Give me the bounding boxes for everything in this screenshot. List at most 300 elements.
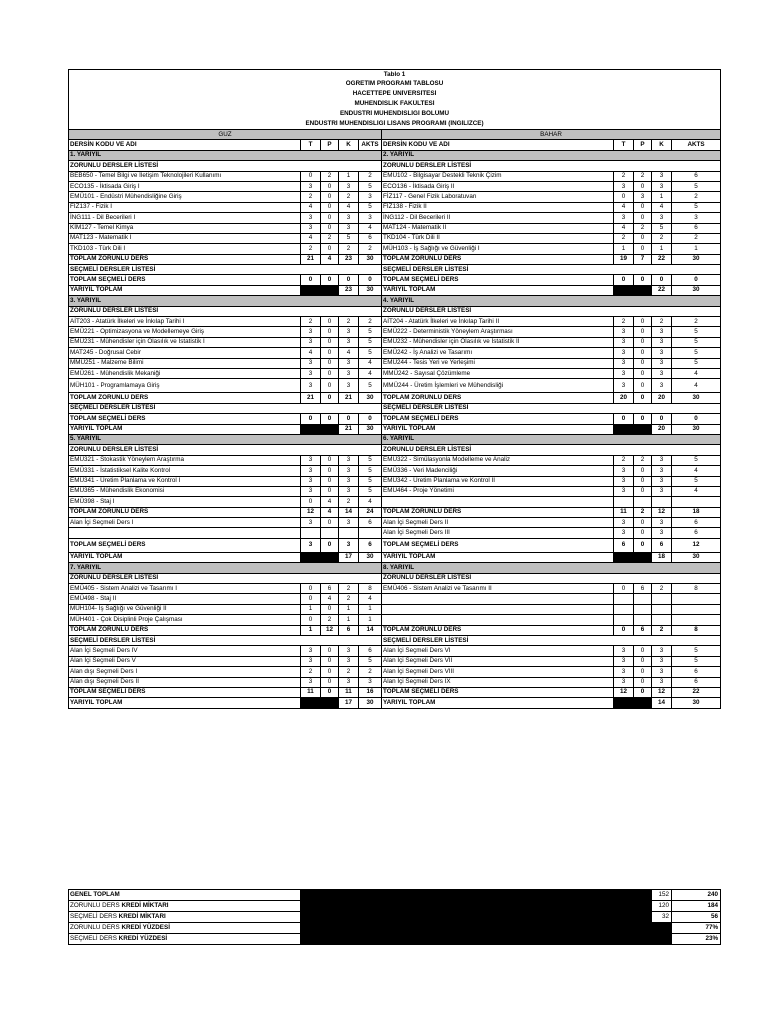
doc-title-line: ENDÜSTRİ MÜHENDİSLİĞİ LİSANS PROGRAMI (İNGİLİZCE)	[69, 120, 721, 130]
spring-t-value: 2	[614, 171, 634, 181]
spring-t-value: 0	[614, 414, 634, 424]
spring-akts-value: 5	[672, 181, 721, 191]
spring-t-value: 3	[614, 646, 634, 656]
summary-label-prefix: SEÇMELİ DERS	[70, 934, 119, 942]
total-row	[69, 625, 721, 635]
summary-label-prefix: ZORUNLU DERS	[70, 923, 122, 931]
fall-akts-value: 5	[359, 348, 382, 358]
spring-akts-value: 5	[672, 337, 721, 347]
list-row	[69, 573, 721, 583]
spring-t-value: 3	[614, 379, 634, 393]
doc-title-line: Tablo 1	[69, 70, 721, 80]
summary-label-emphasis: KREDİ YÜZDESİ	[118, 934, 168, 942]
fall-course-name: YARIYIL TOPLAM	[69, 552, 301, 562]
spring-p-value: 0	[634, 414, 652, 424]
spring-p-value	[634, 594, 652, 604]
spring-p-value	[634, 552, 652, 562]
fall-course-name: MÜH101 - Programlamaya Giriş	[69, 379, 301, 393]
fall-k-value: 23	[339, 285, 359, 295]
course-row	[69, 518, 721, 528]
fall-akts-value: 0	[359, 414, 382, 424]
fall-k-value: 2	[339, 192, 359, 202]
fall-akts-value: 4	[359, 497, 382, 507]
spring-k-value: 20	[652, 424, 672, 434]
fall-course-name: TOPLAM ZORUNLU DERS	[69, 393, 301, 403]
summary-filler	[301, 934, 652, 945]
spring-k-value: 20	[652, 393, 672, 403]
spring-t-value	[614, 615, 634, 625]
spring-t-value: 3	[614, 337, 634, 347]
spring-t-value: 3	[614, 368, 634, 378]
spring-akts-value: 5	[672, 455, 721, 465]
fall-p-value: 0	[321, 337, 339, 347]
spring-course-name: EMÜ336 - Veri Madenciliği	[382, 466, 614, 476]
spring-p-value: 0	[634, 646, 652, 656]
fall-akts-value: 1	[359, 604, 382, 614]
fall-p-value: 6	[321, 584, 339, 594]
fall-k-value: 14	[339, 507, 359, 517]
list-label-fall: ZORUNLU DERSLER LİSTESİ	[69, 306, 382, 316]
fall-t-value	[301, 424, 321, 434]
header-line-row	[69, 120, 721, 130]
list-label-fall: ZORUNLU DERSLER LİSTESİ	[69, 445, 382, 455]
fall-course-name: YARIYIL TOPLAM	[69, 424, 301, 434]
summary-row	[69, 912, 721, 923]
fall-t-value: 21	[301, 254, 321, 264]
spring-course-name: TOPLAM ZORUNLU DERS	[382, 254, 614, 264]
fall-t-value: 3	[301, 538, 321, 552]
fall-akts-value: 5	[359, 379, 382, 393]
fall-course-name: EMÜ365 - Mühendislik Ekonomisi	[69, 486, 301, 496]
spring-course-name: YARIYIL TOPLAM	[382, 552, 614, 562]
fall-akts-value: 30	[359, 698, 382, 708]
fall-akts-value: 4	[359, 368, 382, 378]
fall-course-name: ECO135 - İktisada Giriş I	[69, 181, 301, 191]
course-row	[69, 455, 721, 465]
fall-course-name: TOPLAM SEÇMELİ DERS	[69, 414, 301, 424]
spring-akts-value: 30	[672, 698, 721, 708]
semester-title-spring: 4. YARIYIL	[382, 296, 721, 306]
spring-course-name	[382, 594, 614, 604]
col-header-k: K	[652, 140, 672, 150]
spring-k-value: 3	[652, 348, 672, 358]
total-row	[69, 254, 721, 264]
course-row	[69, 667, 721, 677]
spring-p-value: 0	[634, 486, 652, 496]
spring-akts-value: 5	[672, 476, 721, 486]
spring-t-value: 6	[614, 538, 634, 552]
spring-akts-value: 6	[672, 677, 721, 687]
spring-p-value: 0	[634, 233, 652, 243]
spring-course-name: FİZ117 - Genel Fizik Laboratuvarı	[382, 192, 614, 202]
spring-t-value: 3	[614, 656, 634, 666]
course-row	[69, 584, 721, 594]
spring-t-value: 0	[614, 584, 634, 594]
spring-k-value: 4	[652, 202, 672, 212]
fall-p-value: 0	[321, 327, 339, 337]
fall-p-value: 0	[321, 244, 339, 254]
fall-akts-value: 5	[359, 466, 382, 476]
spring-p-value: 6	[634, 584, 652, 594]
fall-course-name: KİM127 - Temel Kimya	[69, 223, 301, 233]
spring-akts-value: 6	[672, 518, 721, 528]
spring-course-name: TOPLAM ZORUNLU DERS	[382, 625, 614, 635]
fall-p-value: 0	[321, 677, 339, 687]
fall-course-name: MMÜ251 - Malzeme Bilimi	[69, 358, 301, 368]
fall-k-value: 1	[339, 604, 359, 614]
spring-course-name: YARIYIL TOPLAM	[382, 424, 614, 434]
fall-k-value: 0	[339, 275, 359, 285]
list-label-spring: SEÇMELİ DERSLER LİSTESİ	[382, 635, 721, 645]
spring-p-value: 7	[634, 254, 652, 264]
spring-p-value: 2	[634, 507, 652, 517]
spring-k-value: 18	[652, 552, 672, 562]
doc-title-line: HACETTEPE ÜNİVERSİTESİ	[69, 90, 721, 100]
spring-akts-value: 5	[672, 656, 721, 666]
fall-k-value: 3	[339, 368, 359, 378]
fall-k-value: 2	[339, 584, 359, 594]
spring-p-value: 2	[634, 455, 652, 465]
list-label-spring: ZORUNLU DERSLER LİSTESİ	[382, 306, 721, 316]
spring-course-name: Alan İçi Seçmeli Ders VIII	[382, 667, 614, 677]
fall-p-value: 4	[321, 254, 339, 264]
fall-p-value: 0	[321, 202, 339, 212]
fall-course-name: İNG111 - Dil Becerileri I	[69, 213, 301, 223]
spring-akts-value: 18	[672, 507, 721, 517]
course-row	[69, 327, 721, 337]
semester-title-fall: 1. YARIYIL	[69, 150, 382, 160]
spring-akts-value: 4	[672, 486, 721, 496]
fall-k-value	[339, 528, 359, 538]
spring-course-name: EMÜ406 - Sistem Analizi ve Tasarımı II	[382, 584, 614, 594]
spring-akts-value	[672, 497, 721, 507]
fall-akts-value: 5	[359, 181, 382, 191]
summary-label	[69, 934, 301, 945]
spring-akts-value: 5	[672, 358, 721, 368]
spring-course-name: MMÜ242 - Sayısal Çözümleme	[382, 368, 614, 378]
fall-course-name: MAT245 - Doğrusal Cebir	[69, 348, 301, 358]
fall-k-value: 3	[339, 518, 359, 528]
fall-t-value: 0	[301, 414, 321, 424]
fall-k-value: 5	[339, 233, 359, 243]
spring-akts-value	[672, 604, 721, 614]
spring-t-value	[614, 285, 634, 295]
spring-p-value: 0	[634, 538, 652, 552]
spring-k-value: 14	[652, 698, 672, 708]
spring-p-value: 0	[634, 687, 652, 697]
fall-k-value: 3	[339, 486, 359, 496]
spring-akts-value: 5	[672, 327, 721, 337]
spring-k-value: 3	[652, 358, 672, 368]
spring-t-value: 0	[614, 192, 634, 202]
spring-p-value: 0	[634, 244, 652, 254]
course-row	[69, 528, 721, 538]
fall-akts-value: 6	[359, 538, 382, 552]
fall-p-value: 0	[321, 466, 339, 476]
fall-p-value	[321, 698, 339, 708]
fall-p-value	[321, 424, 339, 434]
semester-title-fall: 3. YARIYIL	[69, 296, 382, 306]
spring-k-value: 2	[652, 625, 672, 635]
fall-k-value: 1	[339, 171, 359, 181]
fall-t-value: 3	[301, 379, 321, 393]
fall-akts-value: 30	[359, 393, 382, 403]
fall-t-value: 3	[301, 181, 321, 191]
fall-p-value: 2	[321, 171, 339, 181]
total-row	[69, 507, 721, 517]
fall-k-value: 11	[339, 687, 359, 697]
course-row	[69, 646, 721, 656]
fall-t-value: 3	[301, 466, 321, 476]
spring-p-value: 0	[634, 667, 652, 677]
fall-course-name: Alan dışı Seçmeli Ders II	[69, 677, 301, 687]
fall-k-value: 3	[339, 181, 359, 191]
course-row	[69, 348, 721, 358]
fall-akts-value: 6	[359, 646, 382, 656]
fall-t-value: 1	[301, 625, 321, 635]
spring-akts-value	[672, 615, 721, 625]
list-label-spring: SEÇMELİ DERSLER LİSTESİ	[382, 403, 721, 413]
spring-p-value: 0	[634, 368, 652, 378]
course-row	[69, 233, 721, 243]
curriculum-table	[68, 69, 721, 709]
spring-course-name: TOPLAM ZORUNLU DERS	[382, 393, 614, 403]
summary-k-value: 32	[652, 912, 672, 923]
course-row	[69, 358, 721, 368]
col-header-t: T	[301, 140, 321, 150]
spring-akts-value: 4	[672, 466, 721, 476]
fall-akts-value: 4	[359, 223, 382, 233]
total-row	[69, 393, 721, 403]
fall-k-value: 6	[339, 625, 359, 635]
fall-t-value: 3	[301, 656, 321, 666]
sem-row	[69, 434, 721, 444]
header-line-row	[69, 90, 721, 100]
spring-p-value: 0	[634, 348, 652, 358]
spring-course-name: Alan İçi Seçmeli Ders II	[382, 518, 614, 528]
spring-p-value: 0	[634, 677, 652, 687]
spring-t-value	[614, 698, 634, 708]
spring-t-value: 20	[614, 393, 634, 403]
fall-course-name: Alan İçi Seçmeli Ders I	[69, 518, 301, 528]
fall-k-value: 3	[339, 538, 359, 552]
spring-k-value: 3	[652, 327, 672, 337]
summary-akts-value: 23%	[672, 934, 721, 945]
course-row	[69, 244, 721, 254]
summary-label-emphasis: KREDİ MİKTARI	[121, 901, 169, 909]
summary-table	[68, 889, 721, 945]
fall-t-value: 3	[301, 337, 321, 347]
list-label-fall: SEÇMELİ DERSLER LİSTESİ	[69, 403, 382, 413]
spring-course-name: TKD104 - Türk Dili II	[382, 233, 614, 243]
fall-course-name: BEB650 - Temel Bilgi ve İletişim Teknolojileri Kullanımı	[69, 171, 301, 181]
fall-p-value: 0	[321, 275, 339, 285]
fall-course-name: FİZ137 - Fizik I	[69, 202, 301, 212]
fall-k-value: 21	[339, 393, 359, 403]
spring-t-value: 2	[614, 317, 634, 327]
summary-filler	[301, 912, 652, 923]
fall-k-value: 2	[339, 594, 359, 604]
fall-p-value: 0	[321, 223, 339, 233]
fall-t-value: 0	[301, 615, 321, 625]
fall-k-value: 3	[339, 656, 359, 666]
list-label-fall: ZORUNLU DERSLER LİSTESİ	[69, 161, 382, 171]
spring-akts-value: 30	[672, 254, 721, 264]
fall-course-name: EMÜ498 - Staj II	[69, 594, 301, 604]
fall-p-value: 4	[321, 594, 339, 604]
spring-k-value: 5	[652, 223, 672, 233]
spring-k-value	[652, 497, 672, 507]
fall-p-value: 0	[321, 368, 339, 378]
fall-p-value: 2	[321, 615, 339, 625]
spring-t-value	[614, 552, 634, 562]
fall-k-value: 17	[339, 552, 359, 562]
fall-akts-value: 16	[359, 687, 382, 697]
sum-row	[69, 424, 721, 434]
spring-k-value: 3	[652, 337, 672, 347]
fall-akts-value: 1	[359, 615, 382, 625]
spring-t-value: 3	[614, 466, 634, 476]
spring-k-value: 0	[652, 275, 672, 285]
summary-label-prefix: ZORUNLU DERS	[70, 901, 122, 909]
fall-course-name: EMÜ221 - Optimizasyona ve Modellemeye Giriş	[69, 327, 301, 337]
course-row	[69, 604, 721, 614]
fall-course-name: MÜH401 - Çok Disiplinli Proje Çalışması	[69, 615, 301, 625]
season-header-row	[69, 130, 721, 140]
total-row	[69, 414, 721, 424]
spring-course-name: EMÜ242 - İş Analizi ve Tasarımı	[382, 348, 614, 358]
fall-akts-value: 5	[359, 486, 382, 496]
spring-k-value: 2	[652, 317, 672, 327]
spring-t-value	[614, 594, 634, 604]
spring-akts-value: 6	[672, 667, 721, 677]
spring-p-value: 0	[634, 317, 652, 327]
spring-akts-value: 2	[672, 233, 721, 243]
fall-k-value: 2	[339, 244, 359, 254]
fall-p-value: 2	[321, 233, 339, 243]
spring-p-value: 3	[634, 192, 652, 202]
list-label-spring: ZORUNLU DERSLER LİSTESİ	[382, 161, 721, 171]
fall-k-value: 17	[339, 698, 359, 708]
fall-k-value: 2	[339, 667, 359, 677]
fall-k-value: 3	[339, 646, 359, 656]
spring-p-value	[634, 604, 652, 614]
fall-t-value: 0	[301, 594, 321, 604]
fall-p-value: 0	[321, 476, 339, 486]
summary-row	[69, 901, 721, 912]
doc-title-line: ÖĞRETİM PROGRAMI TABLOSU	[69, 80, 721, 90]
spring-course-name: EMÜ102 - Bilgisayar Destekli Teknik Çizim	[382, 171, 614, 181]
fall-akts-value: 3	[359, 213, 382, 223]
course-row	[69, 677, 721, 687]
fall-p-value: 0	[321, 604, 339, 614]
summary-row	[69, 934, 721, 945]
fall-k-value: 23	[339, 254, 359, 264]
fall-k-value: 3	[339, 455, 359, 465]
fall-akts-value: 14	[359, 625, 382, 635]
summary-label	[69, 912, 301, 923]
summary-akts-value: 240	[672, 890, 721, 901]
fall-akts-value: 2	[359, 667, 382, 677]
summary-akts-value: 56	[672, 912, 721, 923]
summary-label-emphasis: KREDİ YÜZDESİ	[121, 923, 170, 931]
col-header-k: K	[339, 140, 359, 150]
spring-akts-value: 1	[672, 244, 721, 254]
spring-k-value: 3	[652, 379, 672, 393]
fall-course-name: Alan dışı Seçmeli Ders I	[69, 667, 301, 677]
spring-course-name: EMÜ342 - Üretim Planlama ve Kontrol II	[382, 476, 614, 486]
list-label-fall: SEÇMELİ DERSLER LİSTESİ	[69, 635, 382, 645]
spring-akts-value: 30	[672, 424, 721, 434]
spring-p-value	[634, 698, 652, 708]
summary-label-prefix: SEÇMELİ DERS	[70, 912, 119, 920]
fall-t-value: 3	[301, 213, 321, 223]
fall-t-value: 3	[301, 476, 321, 486]
list-row	[69, 635, 721, 645]
fall-k-value: 1	[339, 615, 359, 625]
course-row	[69, 181, 721, 191]
semester-title-spring: 2. YARIYIL	[382, 150, 721, 160]
fall-p-value: 0	[321, 687, 339, 697]
spring-k-value: 3	[652, 646, 672, 656]
spring-p-value: 0	[634, 275, 652, 285]
fall-akts-value: 8	[359, 584, 382, 594]
fall-course-name: TOPLAM ZORUNLU DERS	[69, 254, 301, 264]
fall-course-name: TOPLAM ZORUNLU DERS	[69, 625, 301, 635]
fall-akts-value: 5	[359, 327, 382, 337]
spring-akts-value: 6	[672, 171, 721, 181]
header-line-row	[69, 100, 721, 110]
course-row	[69, 223, 721, 233]
spring-k-value: 3	[652, 656, 672, 666]
fall-t-value: 12	[301, 507, 321, 517]
summary-filler	[301, 890, 652, 901]
summary-label	[69, 923, 301, 934]
spring-t-value: 2	[614, 233, 634, 243]
summary-k-value: 120	[652, 901, 672, 912]
fall-akts-value: 4	[359, 594, 382, 604]
spring-p-value: 0	[634, 379, 652, 393]
fall-k-value: 3	[339, 476, 359, 486]
fall-k-value: 3	[339, 213, 359, 223]
fall-p-value: 0	[321, 518, 339, 528]
spring-t-value: 3	[614, 348, 634, 358]
spring-k-value: 12	[652, 687, 672, 697]
spring-course-name: İNG112 - Dil Becerileri II	[382, 213, 614, 223]
spring-akts-value: 2	[672, 192, 721, 202]
summary-filler	[301, 923, 652, 934]
spring-t-value: 3	[614, 667, 634, 677]
header-line-row	[69, 70, 721, 80]
semester-title-spring: 8. YARIYIL	[382, 563, 721, 573]
fall-p-value: 0	[321, 414, 339, 424]
spring-course-name: Alan İçi Seçmeli Ders IX	[382, 677, 614, 687]
spring-p-value: 0	[634, 393, 652, 403]
fall-p-value	[321, 552, 339, 562]
spring-t-value: 3	[614, 518, 634, 528]
fall-k-value: 2	[339, 497, 359, 507]
spring-akts-value: 12	[672, 538, 721, 552]
fall-t-value	[301, 698, 321, 708]
fall-k-value: 0	[339, 414, 359, 424]
fall-akts-value: 24	[359, 507, 382, 517]
fall-course-name: YARIYIL TOPLAM	[69, 285, 301, 295]
fall-k-value: 3	[339, 379, 359, 393]
fall-t-value: 2	[301, 667, 321, 677]
fall-t-value: 0	[301, 584, 321, 594]
spring-akts-value: 6	[672, 528, 721, 538]
fall-t-value: 0	[301, 171, 321, 181]
